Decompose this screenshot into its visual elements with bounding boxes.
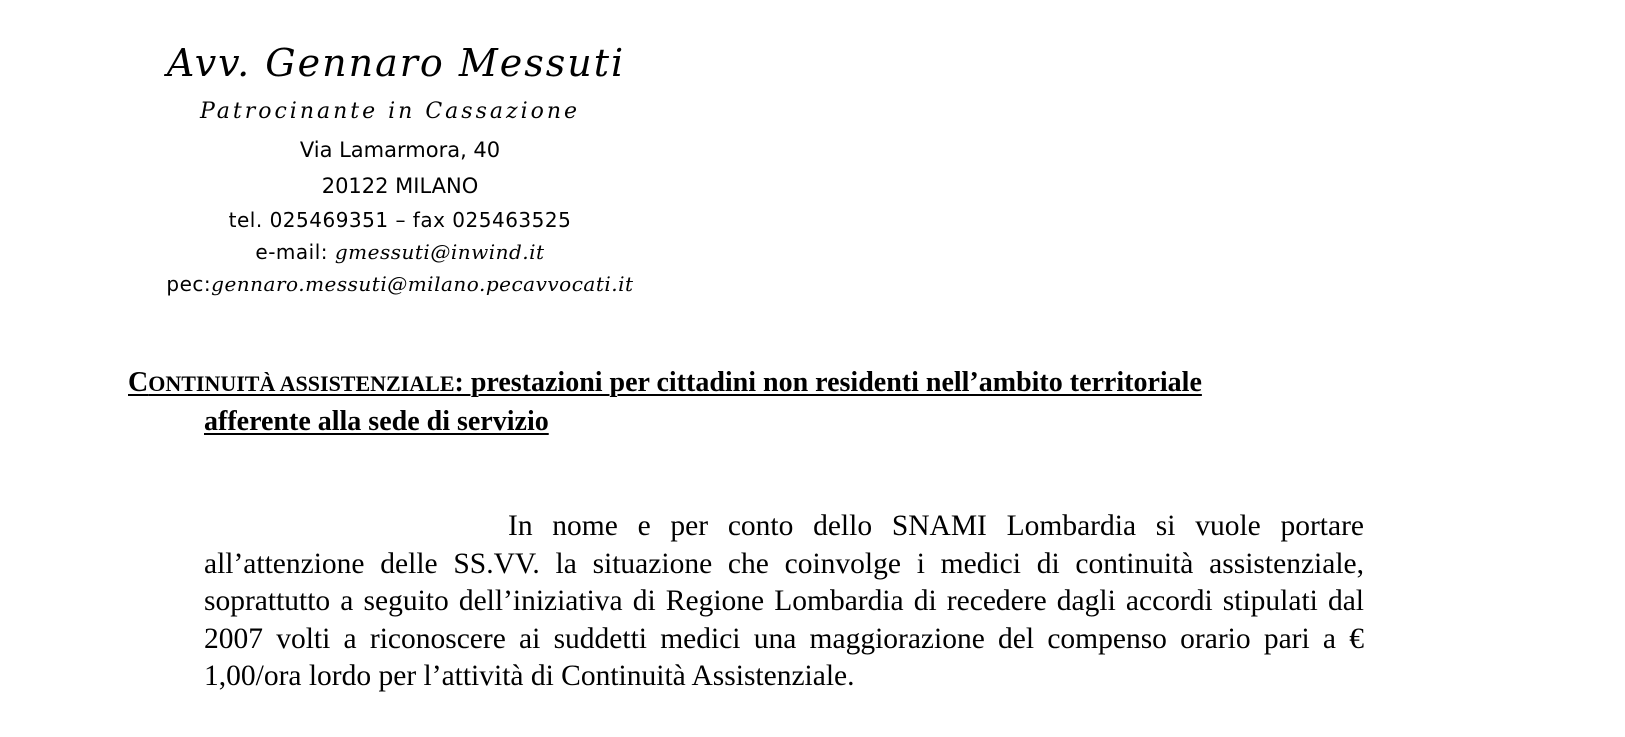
lawyer-title: Patrocinante in Cassazione (199, 99, 581, 124)
lawyer-name: Avv. Gennaro Messuti (166, 41, 626, 85)
pec-line (130, 268, 670, 300)
heading-line-1-rest: : prestazioni per cittadini non residenti nell’ambito territoriale (454, 367, 1202, 398)
address-city: 20122 MILANO (321, 174, 479, 198)
heading-line-1 (128, 364, 1388, 403)
letterhead (130, 34, 670, 300)
heading-initial: C (128, 367, 149, 398)
document-heading (128, 364, 1388, 441)
email-label: e-mail: (255, 240, 329, 264)
heading-smallcaps: ONTINUITÀ ASSISTENZIALE (148, 371, 455, 396)
pec-label: pec: (166, 272, 212, 296)
heading-line-2: afferente alla sede di servizio (204, 406, 549, 437)
email-address: gmessuti@inwind.it (334, 240, 545, 264)
pec-address: gennaro.messuti@milano.pecavvocati.it (211, 272, 634, 296)
body-paragraph (204, 508, 1364, 696)
address-street: Via Lamarmora, 40 (299, 138, 501, 162)
email-line (130, 236, 670, 268)
paragraph-text: In nome e per conto dello SNAMI Lombardia si vuole portare all’attenzione delle SS.VV. la situazione che coinvolge i medici di continuità assistenziale, soprattutto a seguito dell’iniziativa di Regione Lombardia di recedere dagli accordi stipulati dal 2007 volti a riconoscere ai suddetti medici una maggiorazione del compenso orario pari a € 1,00/ora lordo per l’attività di Continuità Assistenziale. (204, 510, 1364, 692)
phone-fax: tel. 025469351 – fax 025463525 (228, 208, 572, 232)
